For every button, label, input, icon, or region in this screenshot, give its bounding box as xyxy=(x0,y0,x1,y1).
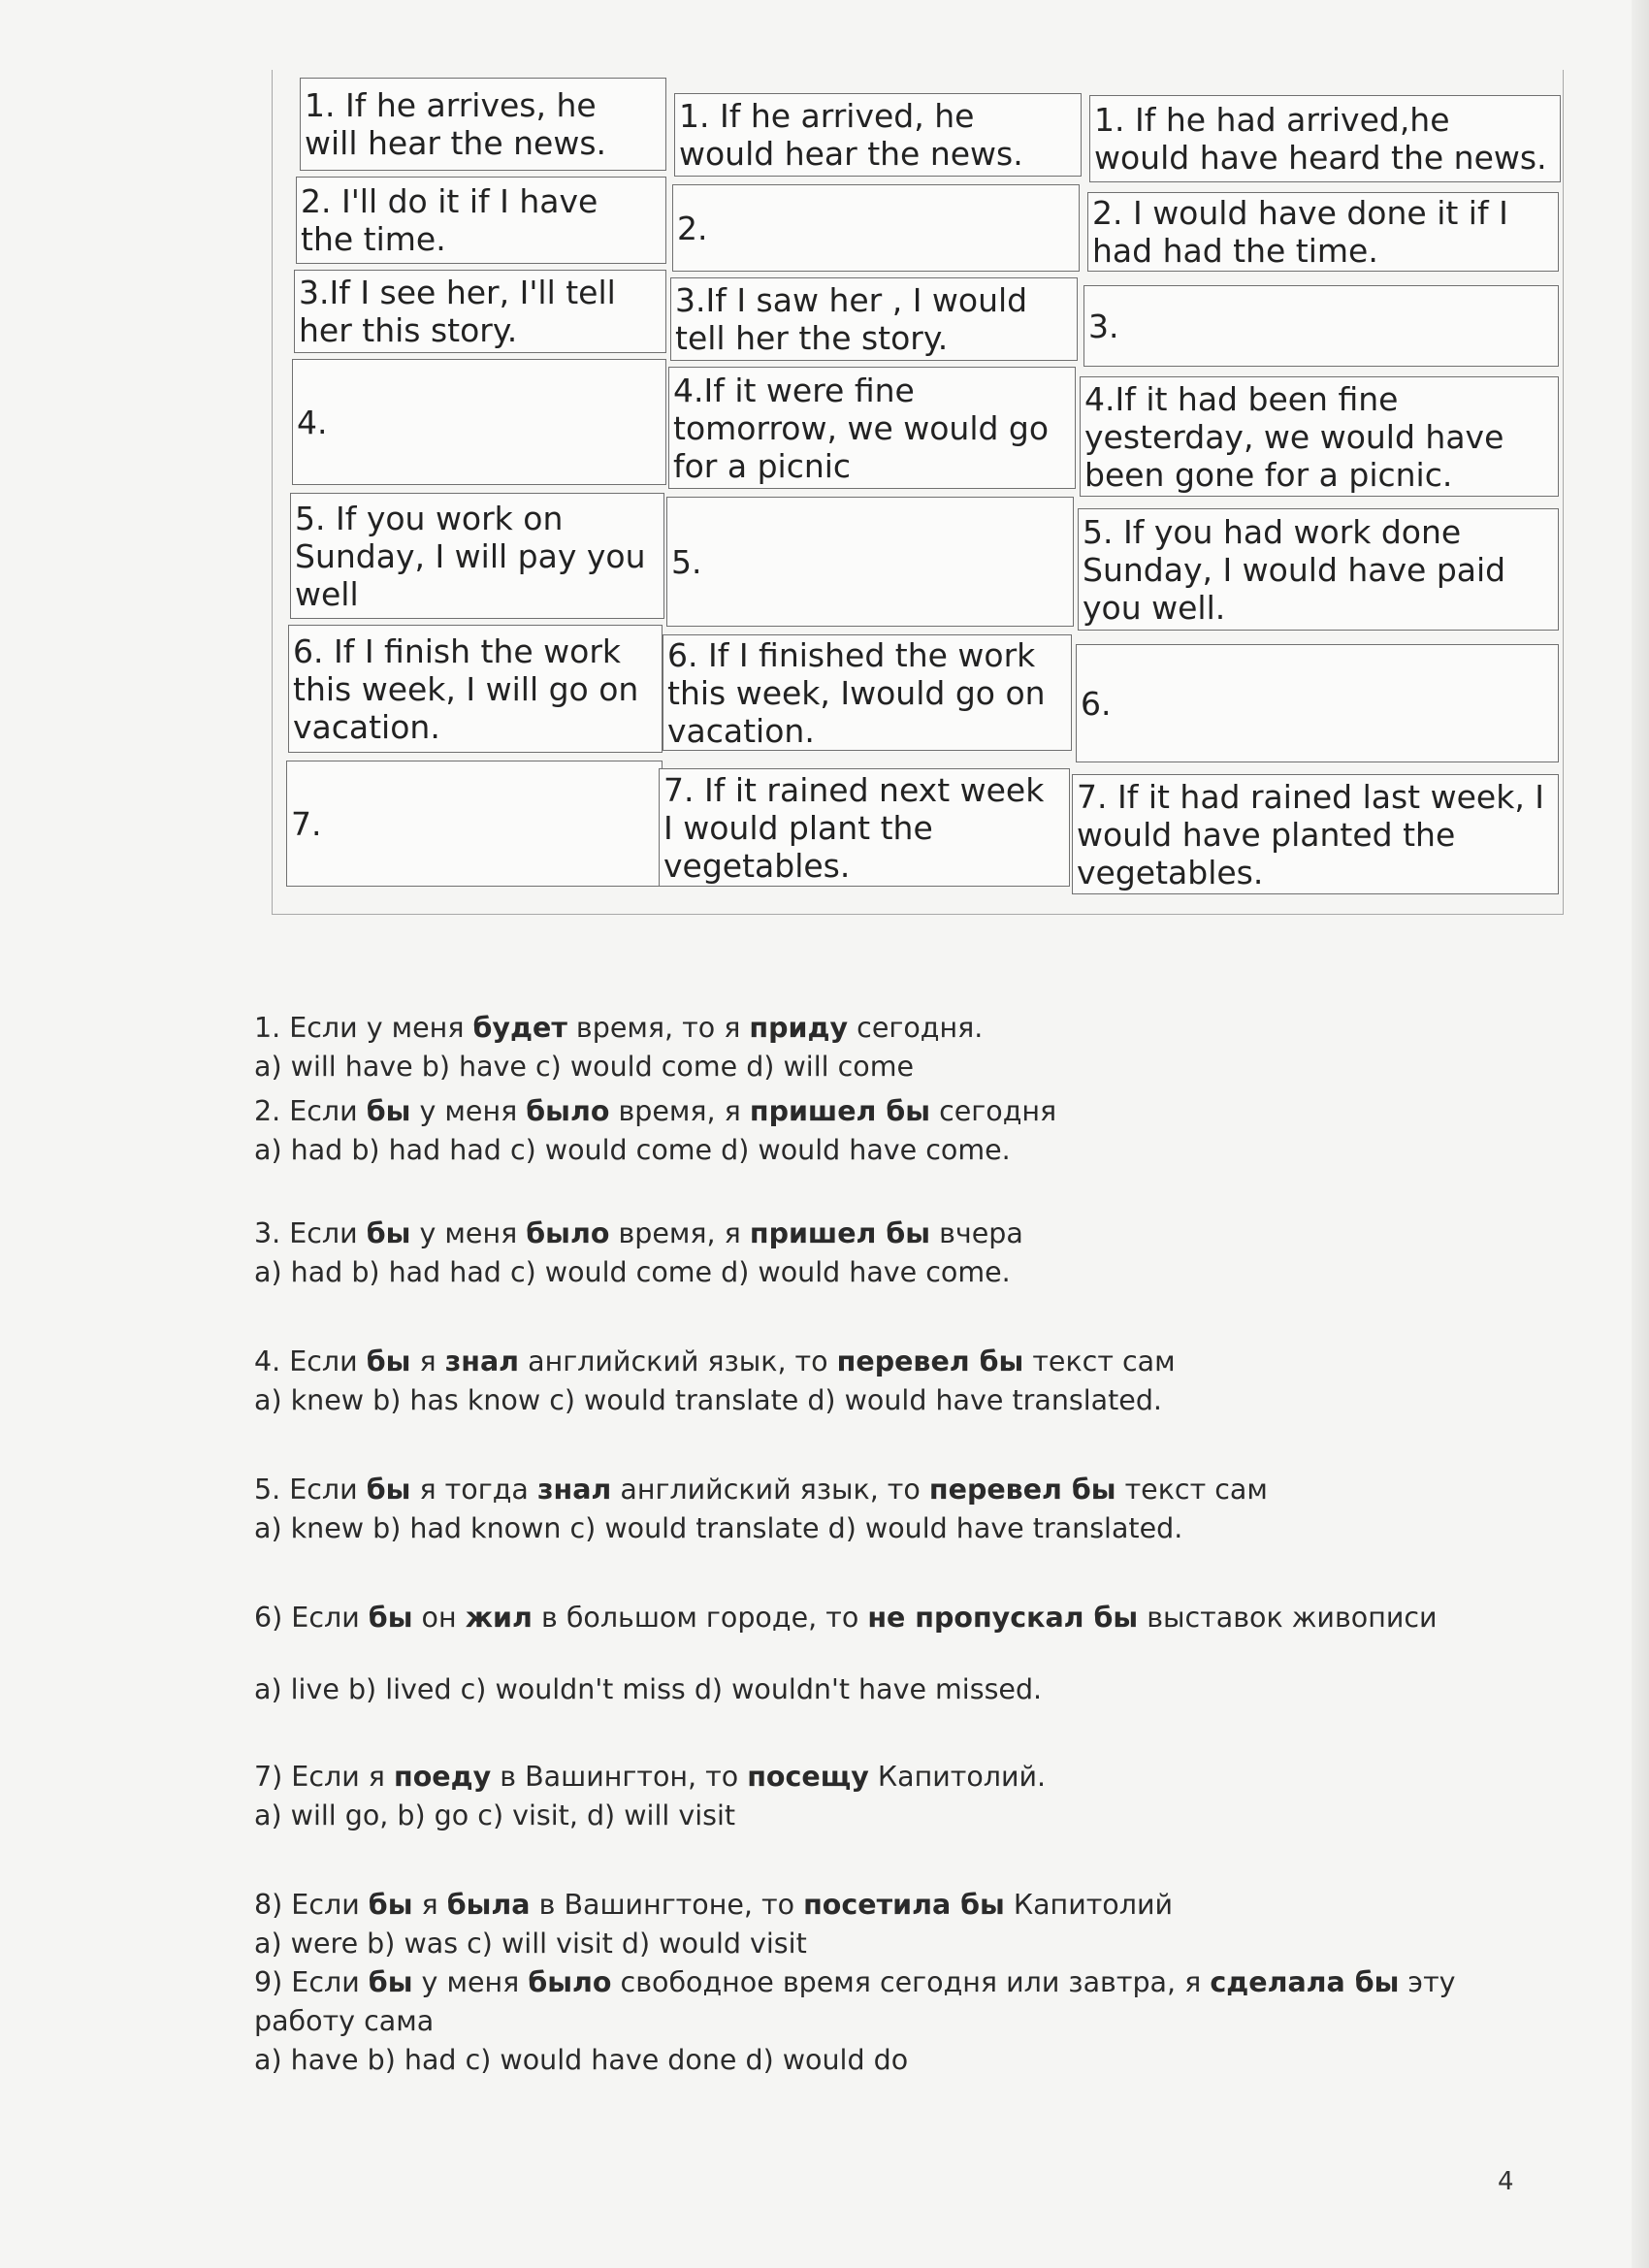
question-text: 1. Если у меня будет время, то я приду сегодня. xyxy=(254,1012,984,1044)
answer-options: a) had b) had had c) would come d) would have come. xyxy=(254,1256,1011,1288)
table-cell: 3.If I see her, I'll tell her this story. xyxy=(294,270,666,353)
question-6 xyxy=(254,1599,1515,1709)
page-edge xyxy=(1632,0,1649,2268)
answer-options: a) had b) had had c) would come d) would have come. xyxy=(254,1134,1011,1166)
table-cell: 4. xyxy=(292,359,666,485)
question-5 xyxy=(254,1471,1515,1548)
table-cell: 5. xyxy=(666,497,1074,627)
table-cell: 5. If you work on Sunday, I will pay you well xyxy=(290,493,664,619)
table-cell: 5. If you had work done Sunday, I would have paid you well. xyxy=(1078,508,1559,631)
table-cell: 4.If it had been fine yesterday, we would have been gone for a picnic. xyxy=(1080,376,1559,497)
table-cell: 3. xyxy=(1083,285,1559,367)
question-2 xyxy=(254,1092,1515,1170)
question-3 xyxy=(254,1215,1515,1292)
table-cell: 1. If he arrives, he will hear the news. xyxy=(300,78,666,171)
answer-options: a) will go, b) go c) visit, d) will visit xyxy=(254,1799,736,1831)
question-text: 8) Если бы я была в Вашингтоне, то посетила бы Капитолий xyxy=(254,1889,1174,1921)
table-cell: 7. xyxy=(286,761,663,887)
table-cell: 2. I would have done it if I had had the time. xyxy=(1087,192,1559,272)
question-8 xyxy=(254,1886,1515,1963)
answer-options: a) live b) lived c) wouldn't miss d) wouldn't have missed. xyxy=(254,1673,1043,1705)
table-cell: 6. If I finish the work this week, I will go on vacation. xyxy=(288,625,663,753)
question-1 xyxy=(254,1009,1515,1086)
answer-options: a) knew b) has know c) would translate d) would have translated. xyxy=(254,1384,1162,1416)
table-cell: 2. I'll do it if I have the time. xyxy=(296,177,666,264)
table-cell: 1. If he had arrived,he would have heard the news. xyxy=(1089,95,1561,182)
answer-options: a) have b) had c) would have done d) would do xyxy=(254,2044,909,2076)
question-text: 7) Если я поеду в Вашингтон, то посещу Капитолий. xyxy=(254,1761,1047,1793)
question-9 xyxy=(254,1963,1515,2080)
question-text: 2. Если бы у меня было время, я пришел бы сегодня xyxy=(254,1095,1057,1127)
answer-options: a) knew b) had known c) would translate d) would have translated. xyxy=(254,1512,1183,1544)
question-text: 5. Если бы я тогда знал английский язык, то перевел бы текст сам xyxy=(254,1474,1268,1506)
table-cell: 7. If it rained next week I would plant the vegetables. xyxy=(659,768,1070,887)
answer-options: a) will have b) have c) would come d) will come xyxy=(254,1051,914,1083)
question-text: 4. Если бы я знал английский язык, то перевел бы текст сам xyxy=(254,1345,1176,1377)
question-7 xyxy=(254,1758,1515,1835)
table-cell: 1. If he arrived, he would hear the news. xyxy=(674,93,1082,177)
question-text: 6) Если бы он жил в большом городе, то не пропускал бы выставок живописи xyxy=(254,1602,1438,1634)
question-4 xyxy=(254,1343,1515,1420)
page-number: 4 xyxy=(1498,2167,1514,2196)
question-text: 3. Если бы у меня было время, я пришел бы вчера xyxy=(254,1217,1023,1249)
answer-options: a) were b) was c) will visit d) would visit xyxy=(254,1928,807,1960)
question-text: 9) Если бы у меня было свободное время сегодня или завтра, я сделала бы эту работу сама xyxy=(254,1966,1456,2037)
table-cell: 2. xyxy=(672,184,1080,272)
table-cell: 3.If I saw her , I would tell her the story. xyxy=(670,277,1078,361)
table-cell: 4.If it were fine tomorrow, we would go for a picnic xyxy=(668,367,1076,489)
table-cell: 6. If I finished the work this week, Iwould go on vacation. xyxy=(663,634,1072,751)
conditionals-table xyxy=(272,70,1564,915)
table-cell: 6. xyxy=(1076,644,1559,762)
table-cell: 7. If it had rained last week, I would have planted the vegetables. xyxy=(1072,774,1559,894)
